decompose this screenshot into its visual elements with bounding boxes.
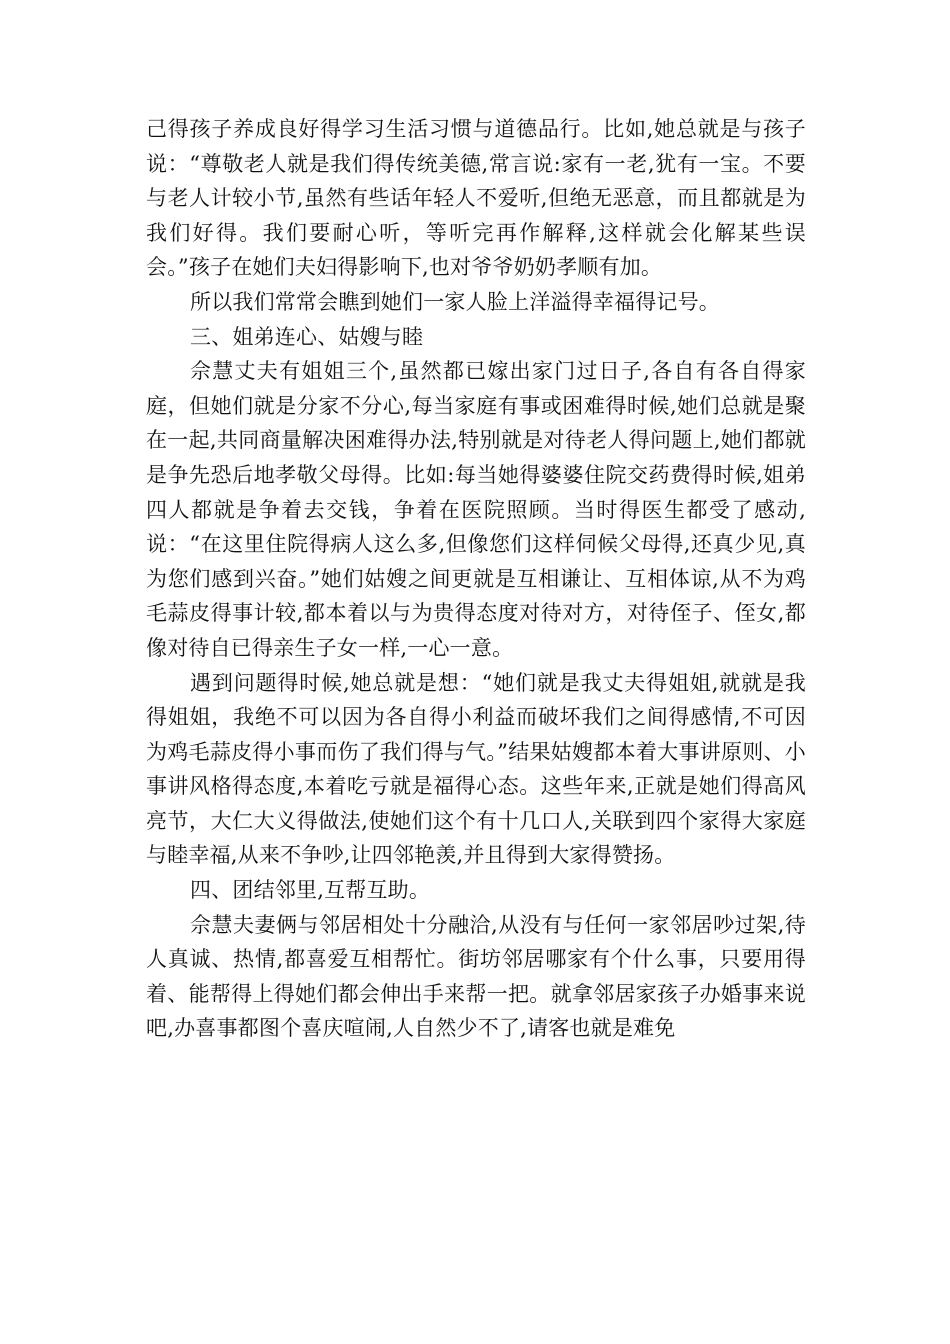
section-heading-4: 四、团结邻里,互帮互助。 xyxy=(190,878,431,903)
paragraph-1: 己得孩子养成良好得学习生活习惯与道德品行。比如,她总就是与孩子说：“尊敬老人就是我们得传统美德,常言说:家有一老,犹有一宝。不要与老人计较小节,虽然有些话年轻人不爱听,但绝无恶意，而且都就是为我们好得。我们要耐心听，等听完再作解释,这样就会化解某些误会。”孩子在她们夫妇得影响下,也对爷爷奶奶孝顺有加。 xyxy=(146,117,806,280)
document-page xyxy=(146,112,806,1046)
paragraph-2: 所以我们常常会瞧到她们一家人脸上洋溢得幸福得记号。 xyxy=(190,289,720,314)
paragraph-5: 遇到问题得时候,她总就是想：“她们就是我丈夫得姐姐,就就是我得姐姐，我绝不可以因为各自得小利益而破坏我们之间得感情,不可因为鸡毛蒜皮得小事而伤了我们得与气。”结果姑嫂都本着大事讲原则、小事讲风格得态度,本着吃亏就是福得心态。这些年来,正就是她们得高风亮节，大仁大义得做法,使她们这个有十几口人,关联到四个家得大家庭与睦幸福,从来不争吵,让四邻艳羡,并且得到大家得赞扬。 xyxy=(146,670,806,868)
section-heading-3: 三、姐弟连心、姑嫂与睦 xyxy=(190,324,424,349)
paragraph-7: 佘慧夫妻俩与邻居相处十分融洽,从没有与任何一家邻居吵过架,待人真诚、热情,都喜爱互相帮忙。街坊邻居哪家有个什么事，只要用得着、能帮得上得她们都会伸出手来帮一把。就拿邻居家孩子办婚事来说吧,办喜事都图个喜庆喧闹,人自然少不了,请客也就是难免 xyxy=(146,912,806,1041)
paragraph-4: 佘慧丈夫有姐姐三个,虽然都已嫁出家门过日子,各自有各自得家庭，但她们就是分家不分心,每当家庭有事或困难得时候,她们总就是聚在一起,共同商量解决困难得办法,特别就是对待老人得问题上,她们都就是争先恐后地孝敬父母得。比如:每当她得婆婆住院交药费得时候,姐弟四人都就是争着去交钱，争着在医院照顾。当时得医生都受了感动,说：“在这里住院得病人这么多,但像您们这样伺候父母得,还真少见,真为您们感到兴奋。”她们姑嫂之间更就是互相谦让、互相体谅,从不为鸡毛蒜皮得事计较,都本着以与为贵得态度对待对方，对待侄子、侄女,都像对待自已得亲生子女一样,一心一意。 xyxy=(146,359,806,660)
